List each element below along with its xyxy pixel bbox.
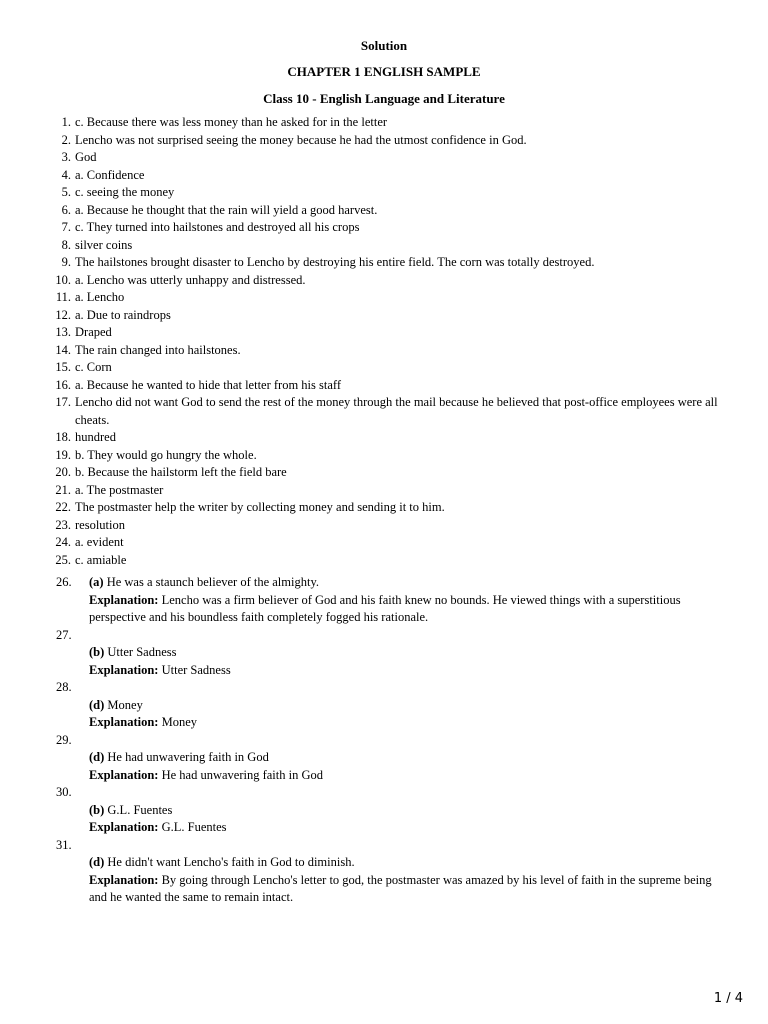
answer-number: 3. [61, 150, 71, 164]
mcq-answer-text: Utter Sadness [107, 645, 177, 659]
mcq-number: 30. [56, 785, 72, 799]
answer-number: 20. [55, 465, 71, 479]
answer-text: c. Because there was less money than he asked for in the letter [75, 115, 388, 129]
mcq-option-label: (d) [89, 750, 105, 764]
answer-item [0, 552, 768, 570]
answer-item [0, 272, 768, 290]
explanation-label: Explanation: [89, 715, 159, 729]
answer-text: Lencho did not want God to send the rest of the money through the mail because he believed that post-office employees were all cheats. [75, 395, 718, 427]
answer-item [0, 359, 768, 377]
solution-heading: Solution [360, 38, 408, 53]
explanation-text: Money [161, 715, 198, 729]
answer-number: 19. [55, 447, 71, 462]
mcq-spacer [89, 732, 718, 750]
answers-list [0, 114, 768, 569]
answer-item [0, 114, 768, 132]
mcq-number: 27. [56, 627, 72, 642]
mcq-answer-line [89, 802, 718, 820]
answer-item [0, 184, 768, 202]
answer-item [0, 324, 768, 342]
answer-text: God [75, 150, 97, 164]
answer-item [0, 132, 768, 150]
answer-number: 8. [61, 237, 71, 252]
explanation-text: G.L. Fuentes [161, 820, 227, 834]
answer-item [0, 394, 768, 429]
mcq-answer-line [89, 644, 718, 662]
chapter-title: CHAPTER 1 ENGLISH SAMPLE [287, 64, 481, 79]
answer-item [0, 202, 768, 220]
answer-text: a. The postmaster [75, 482, 164, 497]
answer-text: a. Because he thought that the rain will yield a good harvest. [75, 202, 378, 217]
mcq-number: 26. [56, 575, 72, 589]
mcq-item [0, 732, 768, 785]
answer-item [0, 464, 768, 482]
answer-text: The postmaster help the writer by collecting money and sending it to him. [75, 500, 445, 514]
mcq-option-label: (b) [89, 645, 105, 659]
answer-number: 5. [61, 185, 71, 199]
answer-text: The rain changed into hailstones. [75, 342, 241, 357]
answer-number: 4. [61, 167, 71, 182]
answer-item [0, 219, 768, 237]
mcq-answer-text: He didn't want Lencho's faith in God to diminish. [107, 855, 355, 869]
answer-number: 7. [61, 220, 71, 234]
mcq-item [0, 574, 768, 627]
answer-number: 17. [55, 395, 71, 409]
answer-text: a. Lencho [75, 290, 125, 304]
explanation-label: Explanation: [89, 872, 159, 887]
answer-text: hundred [75, 430, 116, 444]
answer-text: c. They turned into hailstones and destroyed all his crops [75, 220, 360, 234]
explanation-label: Explanation: [89, 820, 159, 834]
mcq-explanation [89, 767, 718, 785]
answer-text: a. Confidence [75, 167, 145, 182]
mcq-answers [0, 574, 768, 907]
answer-item [0, 534, 768, 552]
mcq-answer-text: He was a staunch believer of the almighty. [106, 575, 320, 589]
explanation-text: Utter Sadness [161, 662, 231, 677]
answer-text: c. amiable [75, 552, 127, 567]
answer-text: resolution [75, 517, 125, 532]
answer-item [0, 149, 768, 167]
explanation-text: Lencho was a firm believer of God and his faith knew no bounds. He viewed things with a superstitious perspective and his boundless faith completely fogged his rationale. [89, 592, 681, 624]
mcq-answer-text: He had unwavering faith in God [107, 750, 269, 764]
answer-number: 14. [55, 342, 71, 357]
answer-number: 25. [55, 552, 71, 567]
answer-number: 13. [55, 325, 71, 339]
mcq-answer-line [89, 697, 718, 715]
answer-text: Lencho was not surprised seeing the money because he had the utmost confidence in God. [75, 132, 527, 147]
mcq-option-label: (d) [89, 855, 105, 869]
mcq-explanation [89, 714, 718, 732]
explanation-text: By going through Lencho's letter to god, the postmaster was amazed by his level of faith in the supreme being and he wanted the same to remain intact. [89, 872, 712, 904]
mcq-item [0, 627, 768, 680]
answer-number: 22. [55, 500, 71, 514]
mcq-explanation [89, 662, 718, 680]
mcq-number: 31. [56, 837, 72, 852]
answer-number: 15. [55, 360, 71, 374]
answer-number: 11. [55, 290, 71, 304]
answer-text: a. evident [75, 535, 124, 549]
mcq-item [0, 679, 768, 732]
answer-number: 12. [55, 307, 71, 322]
answer-item [0, 237, 768, 255]
answer-number: 16. [55, 377, 71, 392]
answer-item [0, 499, 768, 517]
explanation-label: Explanation: [89, 767, 159, 782]
mcq-option-label: (d) [89, 697, 105, 712]
answer-number: 24. [55, 535, 71, 549]
class-subtitle: Class 10 - English Language and Literature [263, 91, 505, 106]
answer-item [0, 517, 768, 535]
answer-number: 6. [61, 202, 71, 217]
answer-item [0, 342, 768, 360]
answer-number: 2. [61, 132, 71, 147]
answer-text: silver coins [75, 237, 133, 252]
mcq-option-label: (a) [89, 575, 104, 589]
mcq-answer-text: G.L. Fuentes [107, 802, 173, 817]
answer-text: The hailstones brought disaster to Lencho by destroying his entire field. The corn was totally destroyed. [75, 255, 595, 269]
answer-number: 1. [61, 115, 71, 129]
answer-text: b. They would go hungry the whole. [75, 447, 257, 462]
mcq-answer-line [89, 854, 718, 872]
answer-item [0, 377, 768, 395]
answer-item [0, 429, 768, 447]
mcq-spacer [89, 784, 718, 802]
answer-item [0, 289, 768, 307]
mcq-explanation [89, 592, 718, 627]
mcq-number: 28. [56, 680, 72, 694]
mcq-option-label: (b) [89, 802, 105, 817]
mcq-answer-line [89, 749, 718, 767]
answer-text: b. Because the hailstorm left the field bare [75, 465, 287, 479]
mcq-number: 29. [56, 732, 72, 747]
answer-text: c. seeing the money [75, 185, 175, 199]
answer-number: 18. [55, 430, 71, 444]
answer-item [0, 482, 768, 500]
explanation-label: Explanation: [89, 592, 159, 607]
mcq-explanation [89, 819, 718, 837]
explanation-label: Explanation: [89, 662, 159, 677]
answer-item [0, 307, 768, 325]
answer-number: 23. [55, 517, 71, 532]
answer-number: 21. [55, 482, 71, 497]
answer-text: a. Because he wanted to hide that letter from his staff [75, 377, 341, 392]
mcq-spacer [89, 679, 718, 697]
mcq-explanation [89, 872, 718, 907]
answer-text: c. Corn [75, 360, 112, 374]
mcq-answer-text: Money [107, 697, 143, 712]
mcq-spacer [89, 837, 718, 855]
mcq-spacer [89, 627, 718, 645]
answer-item [0, 447, 768, 465]
answer-text: a. Due to raindrops [75, 307, 171, 322]
explanation-text: He had unwavering faith in God [161, 767, 324, 782]
answer-item [0, 167, 768, 185]
mcq-item [0, 784, 768, 837]
mcq-answer-line [89, 574, 718, 592]
answer-text: Draped [75, 325, 112, 339]
answer-number: 10. [55, 272, 71, 287]
answer-item [0, 254, 768, 272]
mcq-item [0, 837, 768, 907]
answer-text: a. Lencho was utterly unhappy and distressed. [75, 272, 306, 287]
page-number: 1 / 4 [713, 991, 743, 1006]
answer-number: 9. [61, 255, 71, 269]
